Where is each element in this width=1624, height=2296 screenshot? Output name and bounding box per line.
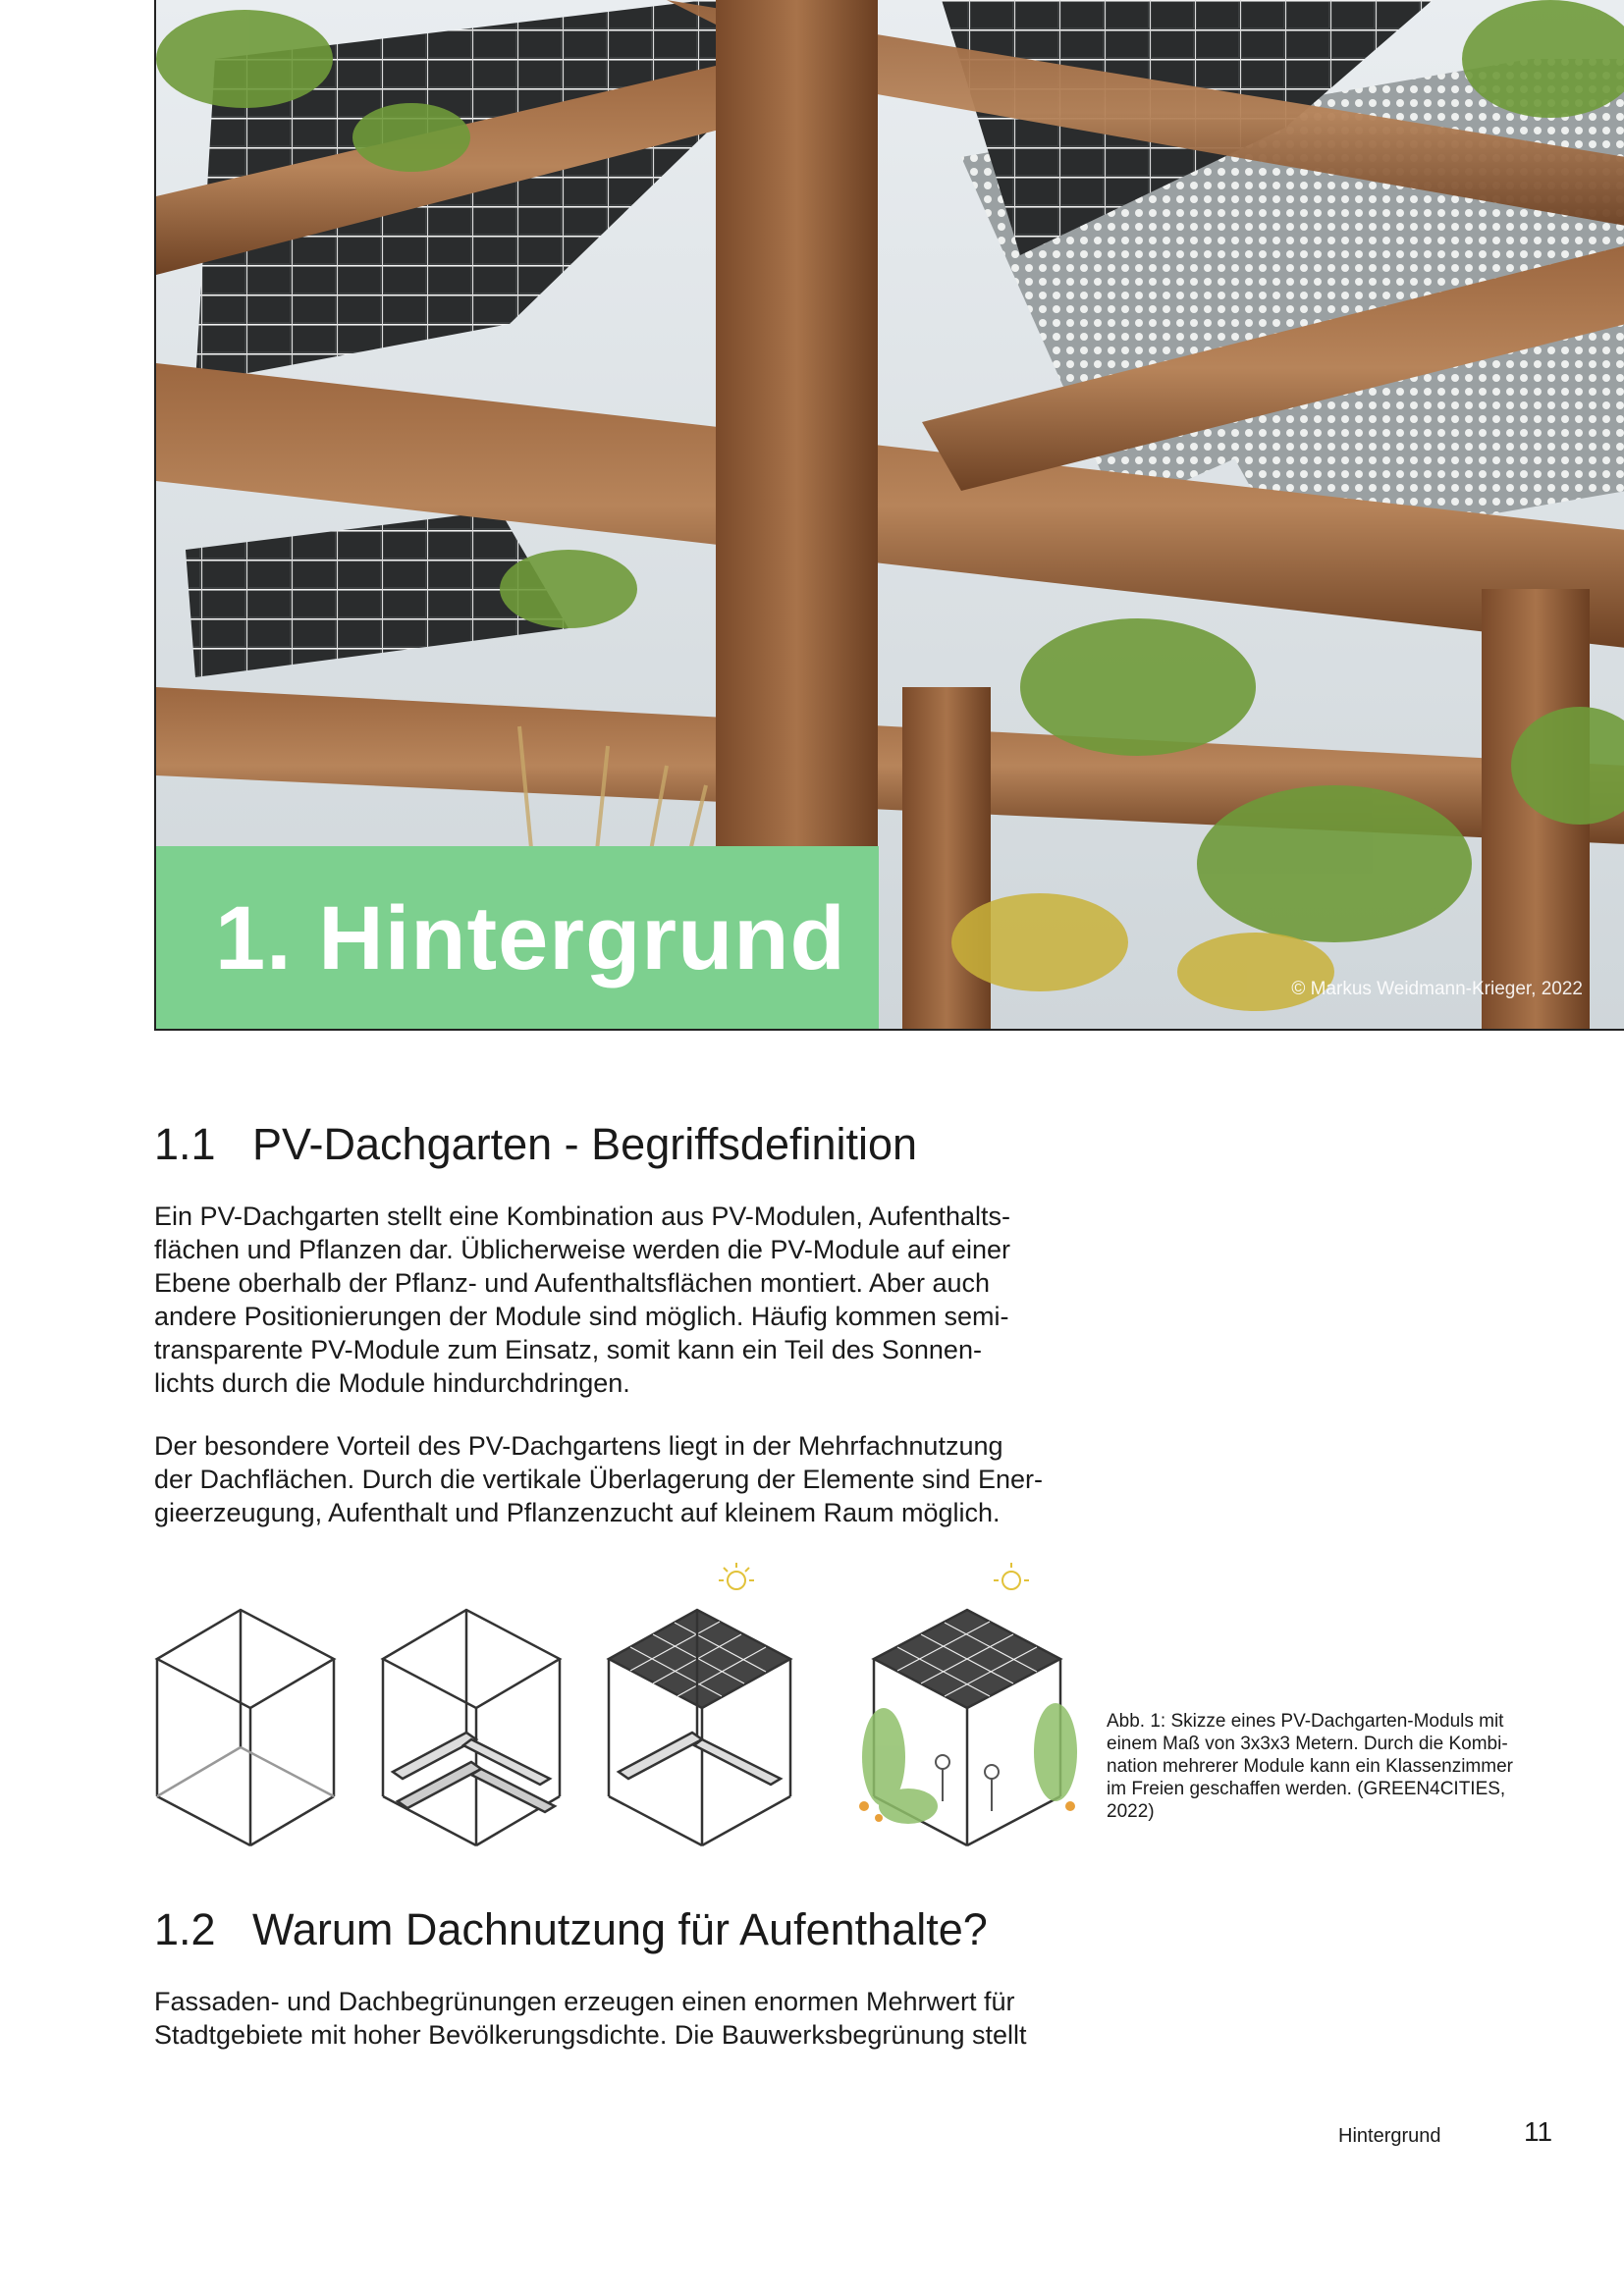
- caption-line: Abb. 1: Skizze eines PV-Dachgarten-Moduls mit: [1107, 1711, 1504, 1732]
- text-line: flächen und Pflanzen dar. Üblicherweise werden die PV-Module auf einer: [154, 1235, 1011, 1264]
- chapter-title-box: [154, 846, 879, 1031]
- paragraph-advantage: [154, 1429, 1087, 1529]
- caption-line: nation mehrerer Module kann ein Klassenzimmer: [1107, 1756, 1513, 1777]
- sketch-benches: [373, 1561, 569, 1855]
- text-line: andere Positionierungen der Module sind möglich. Häufig kommen semi-: [154, 1302, 1009, 1331]
- text-line: Stadtgebiete mit hoher Bevölkerungsdichte. Die Bauwerksbegrünung stellt: [154, 2020, 1027, 2050]
- sketch-frame: [147, 1561, 344, 1855]
- caption-line: einem Maß von 3x3x3 Metern. Durch die Kombi-: [1107, 1734, 1508, 1754]
- paragraph-definition: [154, 1200, 1087, 1400]
- chapter-title: 1. Hintergrund: [215, 888, 846, 988]
- caption-line: 2022): [1107, 1801, 1155, 1822]
- text-line: transparente PV-Module zum Einsatz, somit kann ein Teil des Sonnen-: [154, 1335, 982, 1364]
- section-number: 1.2: [154, 1904, 216, 1954]
- paragraph-rooftop-use: [154, 1985, 1087, 2052]
- text-line: lichts durch die Module hindurchdringen.: [154, 1368, 630, 1398]
- text-line: Fassaden- und Dachbegrünungen erzeugen einen enormen Mehrwert für: [154, 1987, 1015, 2016]
- sketch-pv-garden: [835, 1561, 1100, 1855]
- caption-line: im Freien geschaffen werden. (GREEN4CITIES,: [1107, 1779, 1506, 1799]
- sun-icon: [719, 1563, 754, 1589]
- figure-caption: [1107, 1710, 1539, 1823]
- text-line: Ebene oberhalb der Pflanz- und Aufenthaltsflächen montiert. Aber auch: [154, 1268, 991, 1298]
- footer-section-label: Hintergrund: [1338, 2125, 1441, 2147]
- section-title: PV-Dachgarten - Begriffsdefinition: [252, 1119, 918, 1169]
- text-line: gieerzeugung, Aufenthalt und Pflanzenzucht auf kleinem Raum möglich.: [154, 1498, 1001, 1527]
- section-heading-1-1: [154, 1119, 917, 1170]
- sun-icon: [994, 1563, 1029, 1589]
- section-number: 1.1: [154, 1119, 216, 1169]
- text-line: Der besondere Vorteil des PV-Dachgartens liegt in der Mehrfachnutzung: [154, 1431, 1003, 1461]
- page-number: 11: [1524, 2116, 1553, 2147]
- text-line: Ein PV-Dachgarten stellt eine Kombination aus PV-Modulen, Aufenthalts-: [154, 1201, 1011, 1231]
- sketch-pv-roof: [589, 1561, 805, 1855]
- text-line: der Dachflächen. Durch die vertikale Überlagerung der Elemente sind Ener-: [154, 1465, 1043, 1494]
- section-heading-1-2: [154, 1904, 988, 1955]
- section-title: Warum Dachnutzung für Aufenthalte?: [252, 1904, 988, 1954]
- photo-credit: © Markus Weidmann-Krieger, 2022: [1291, 979, 1583, 999]
